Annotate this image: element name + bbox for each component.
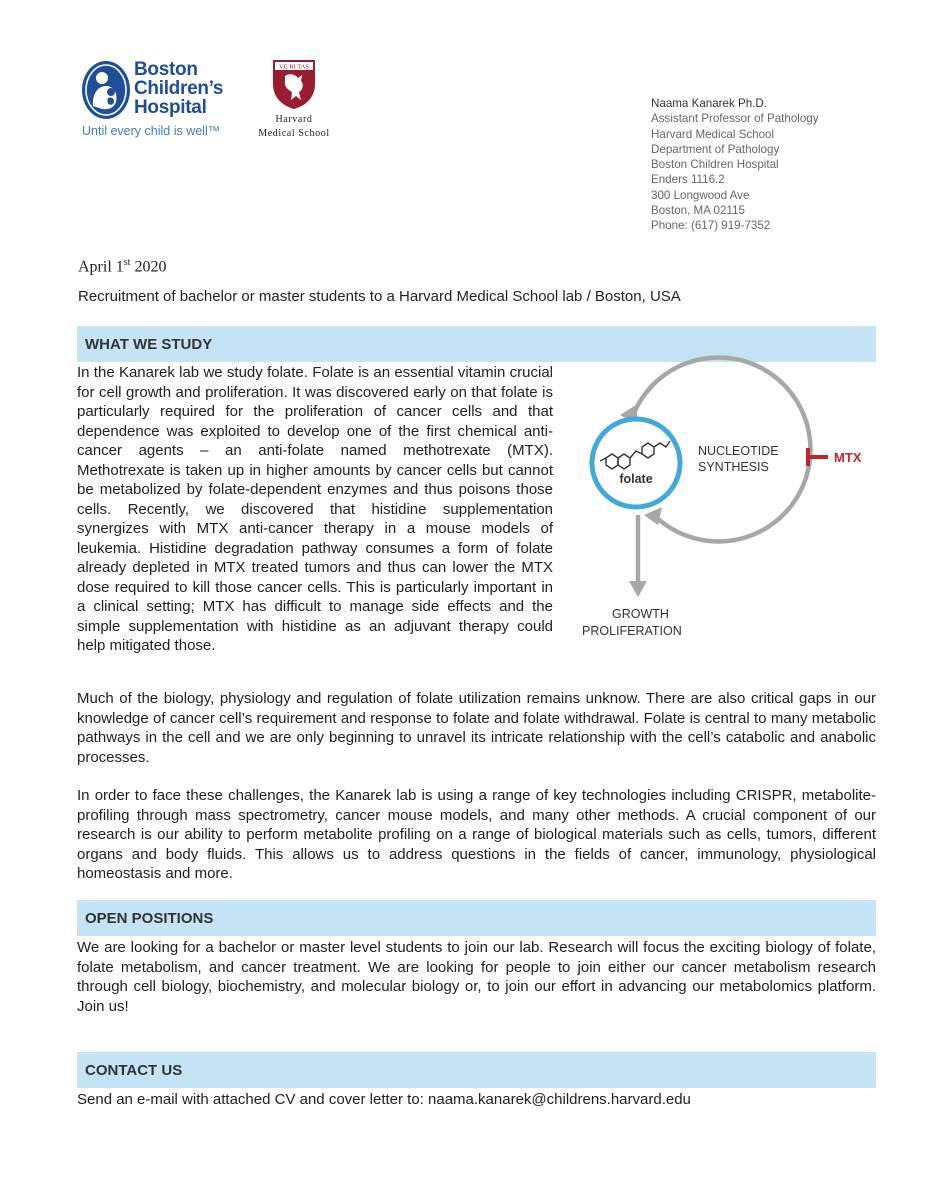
address-phone: Phone: (617) 919-7352 [651, 219, 771, 233]
address-name: Naama Kanarek Ph.D. [651, 97, 767, 110]
proliferation-label: PROLIFERATION [582, 624, 682, 638]
bch-tagline: Until every child is well™ [82, 124, 221, 138]
section-title: WHAT WE STUDY [85, 336, 213, 353]
address-line: Boston Children Hospital [651, 158, 779, 172]
study-paragraph-1: In the Kanarek lab we study folate. Folate is an essential vitamin crucial for cell growth and proliferation. It was discovered early on that folate is particularly required for the proliferation of cancer cells and that dependence was exploited to develop one of the first chemical anti-cancer agents – an anti-folate named methotrexate (MTX). Methotrexate is taken up in higher amounts by cancer cells but cannot be metabolized by folate-dependent enzymes and thus poisons those cells. Recently, we discovered that histidine supplementation synergizes with MTX anti-cancer therapy in a mouse models of leukemia. Histidine degradation pathway consumes a form of folate already depleted in MTX treated tumors and thus can lower the MTX dose required to kill those cancer cells. This is particularly important in a clinical setting; MTX has difficult to manage side effects and the simple supplementation with histidine as an adjuvant therapy could help mitigated those. [77, 364, 553, 654]
growth-label: GROWTH [612, 607, 669, 621]
bch-name-line2: Children’s [134, 78, 224, 99]
bch-name-line3: Hospital [134, 97, 207, 118]
hms-logo [246, 58, 342, 144]
hms-text-line2: Medical School [258, 128, 330, 139]
study-paragraph-3: In order to face these challenges, the Kanarek lab is using a range of key technologies including CRISPR, metabolite-profiling through mass spectrometry, cancer mouse models, and many other methods. A crucial component of our research is our ability to perform metabolite profiling on a range of biological materials such as cells, tumors, different organs and body fluids. This allows us to address questions in the fields of cancer, immunology, physiological homeostasis and more. [77, 787, 876, 882]
address-line: Boston, MA 02115 [651, 204, 745, 218]
section-header-contact [77, 1052, 876, 1088]
bch-name [134, 60, 223, 117]
letter-subject: Recruitment of bachelor or master students to a Harvard Medical School lab / Boston, USA [78, 288, 681, 305]
hms-text-line1: Harvard [275, 114, 313, 125]
study-paragraph-2: Much of the biology, physiology and regulation of folate utilization remains unknow. There are also critical gaps in our knowledge of cancer cell’s requirement and response to folate and folate withdrawal. Folate is central to many metabolic pathways in the cell and we are only beginning to unravel its intricate relationship with the cell’s catabolic and anabolic processes. [77, 690, 876, 766]
section-header-positions [77, 900, 876, 936]
letter-date: April 1st 2020 [78, 257, 167, 276]
bch-name-line1: Boston [134, 59, 198, 80]
address-line: Assistant Professor of Pathology [651, 112, 819, 126]
positions-paragraph: We are looking for a bachelor or master level students to join our lab. Research will focus the exciting biology of folate, folate metabolism, and cancer treatment. We are looking for people to join either our cancer metabolism research through cell biology, biochemistry, and molecular biology or, to join our effort in advancing our metabolomics platform. Join us! [77, 939, 876, 1015]
address-block [651, 96, 819, 234]
growth-arrow-head [629, 581, 647, 597]
folate-cycle-diagram [570, 355, 890, 655]
address-line: Harvard Medical School [651, 127, 775, 141]
nucleotide-label: NUCLEOTIDE [698, 444, 779, 458]
synthesis-label: SYNTHESIS [698, 460, 769, 474]
address-line: 300 Longwood Ave [651, 188, 750, 202]
section-title: OPEN POSITIONS [85, 910, 214, 927]
hms-shield-icon [271, 58, 317, 110]
folate-label: folate [619, 472, 653, 486]
section-title: CONTACT US [85, 1062, 183, 1079]
folate-circle [592, 419, 680, 507]
mtx-label: MTX [834, 450, 862, 465]
address-line: Department of Pathology [651, 142, 780, 156]
bch-logo [80, 58, 250, 144]
address-line: Enders 1116.2 [651, 173, 725, 187]
bch-emblem-icon [80, 58, 132, 122]
hms-shield-text: VE RI TAS [278, 63, 310, 71]
contact-paragraph: Send an e-mail with attached CV and cover letter to: naama.kanarek@childrens.harvard.edu [77, 1091, 691, 1108]
